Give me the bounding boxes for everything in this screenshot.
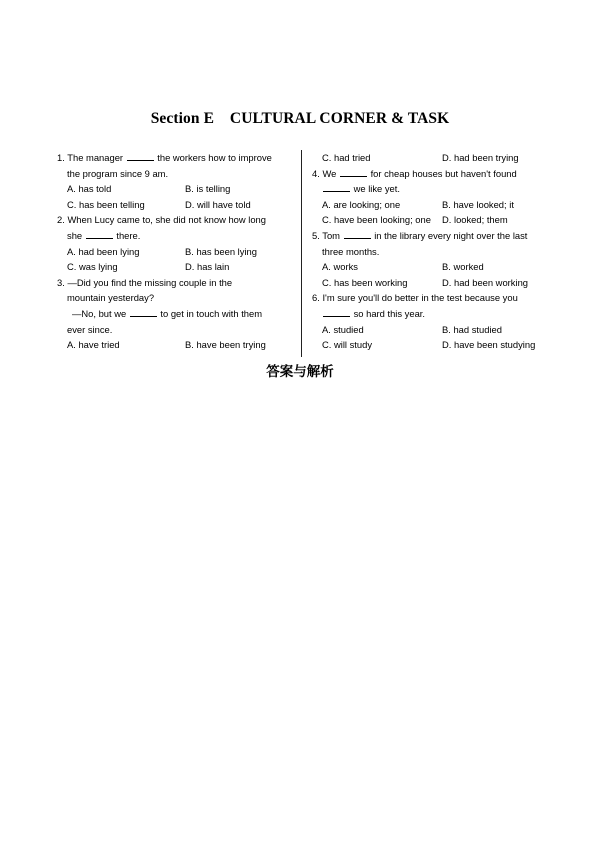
- q4-stem-pre: We: [322, 167, 337, 179]
- q4-options-cd: [312, 212, 552, 228]
- q4-option-c: C. have been looking; one: [322, 214, 431, 226]
- q6-options-ab: [312, 322, 552, 338]
- q4-option-d: D. looked; them: [442, 214, 508, 226]
- q1-stem-pre: The manager: [67, 152, 124, 163]
- q1-options-cd: [57, 197, 289, 213]
- q3-option-b: B. have been trying: [185, 339, 266, 351]
- q6-stem-cont: [312, 306, 552, 322]
- q4-option-a: A. are looking; one: [322, 198, 401, 210]
- q2-stem-cont: [57, 228, 289, 244]
- q4-stem-post: for cheap houses but haven't found: [370, 167, 517, 179]
- q1-option-a: A. has told: [67, 183, 112, 195]
- q6-options-cd: [312, 337, 552, 353]
- q3-option-d: D. had been trying: [442, 152, 519, 163]
- q2-option-d: D. has lain: [185, 261, 230, 273]
- q2-stem: [57, 212, 289, 228]
- q3-option-c: C. had tried: [322, 152, 371, 163]
- q5-option-c: C. has been working: [322, 276, 408, 288]
- q3-reply-cont: ever since.: [67, 323, 113, 335]
- q4-options-ab: [312, 197, 552, 213]
- q2-blank: [86, 229, 113, 239]
- q3-options-cd: [312, 150, 552, 166]
- q4-stem-post2: we like yet.: [353, 183, 400, 195]
- q3-option-a: A. have tried: [67, 339, 120, 351]
- q3-blank: [130, 307, 157, 317]
- q6-number: 6.: [312, 292, 320, 304]
- q5-stem-post: in the library every night over the last: [374, 229, 528, 241]
- q1-stem: [57, 150, 289, 166]
- q1-blank: [127, 151, 154, 161]
- q5-option-b: B. worked: [442, 261, 484, 273]
- q6-blank: [323, 307, 350, 317]
- q3-number: 3.: [57, 276, 65, 288]
- q5-stem-pre: Tom: [322, 229, 340, 241]
- answer-heading: 答案与解析: [266, 364, 334, 380]
- q1-stem-cont: the program since 9 am.: [67, 167, 169, 179]
- q5-options-ab: [312, 259, 552, 275]
- q2-option-a: A. had been lying: [67, 245, 140, 257]
- left-column: [57, 150, 289, 353]
- q3-stem-text: —Did you find the missing couple in the: [67, 276, 233, 288]
- q4-option-b: B. have looked; it: [442, 198, 514, 210]
- q2-options-ab: [57, 244, 289, 260]
- q1-option-c: C. has been telling: [67, 198, 145, 210]
- q1-stem-post: the workers how to improve: [157, 152, 272, 163]
- q3-reply-pre: —No, but we: [72, 307, 127, 319]
- page-title: Section E CULTURAL CORNER & TASK: [150, 110, 450, 127]
- q6-stem-post: so hard this year.: [353, 307, 426, 319]
- q4-stem-cont: [312, 181, 552, 197]
- q2-stem-text: When Lucy came to, she did not know how long: [67, 214, 266, 226]
- q5-number: 5.: [312, 229, 320, 241]
- q3-reply-post: to get in touch with them: [160, 307, 263, 319]
- q5-blank: [344, 229, 371, 239]
- q3-stem: [57, 275, 289, 291]
- q2-stem-pre: she: [67, 229, 83, 241]
- q2-options-cd: [57, 259, 289, 275]
- q6-option-a: A. studied: [322, 323, 364, 335]
- q2-number: 2.: [57, 214, 65, 226]
- q6-option-d: D. have been studying: [442, 339, 536, 351]
- q3-reply: [57, 306, 289, 322]
- q4-blank: [340, 167, 367, 177]
- q5-stem: [312, 228, 552, 244]
- q4-stem: [312, 166, 552, 182]
- q6-option-c: C. will study: [322, 339, 373, 351]
- q6-option-b: B. had studied: [442, 323, 502, 335]
- q3-options-ab: [57, 337, 289, 353]
- q2-stem-post: there.: [116, 229, 141, 241]
- q5-option-d: D. had been working: [442, 276, 528, 288]
- q1-options-ab: [57, 181, 289, 197]
- q6-stem: [312, 290, 552, 306]
- right-column: [312, 150, 552, 353]
- q5-stem-cont: three months.: [322, 245, 380, 257]
- q3-stem-cont: mountain yesterday?: [67, 292, 155, 304]
- q4-number: 4.: [312, 167, 320, 179]
- column-divider: [301, 150, 302, 357]
- q5-options-cd: [312, 275, 552, 291]
- q2-option-b: B. has been lying: [185, 245, 257, 257]
- q5-option-a: A. works: [322, 261, 358, 273]
- q6-stem-text: I'm sure you'll do better in the test because you: [322, 292, 518, 304]
- q1-option-d: D. will have told: [185, 198, 251, 210]
- q4-blank-2: [323, 182, 350, 192]
- q1-number: 1.: [57, 152, 65, 163]
- q1-option-b: B. is telling: [185, 183, 231, 195]
- q2-option-c: C. was lying: [67, 261, 118, 273]
